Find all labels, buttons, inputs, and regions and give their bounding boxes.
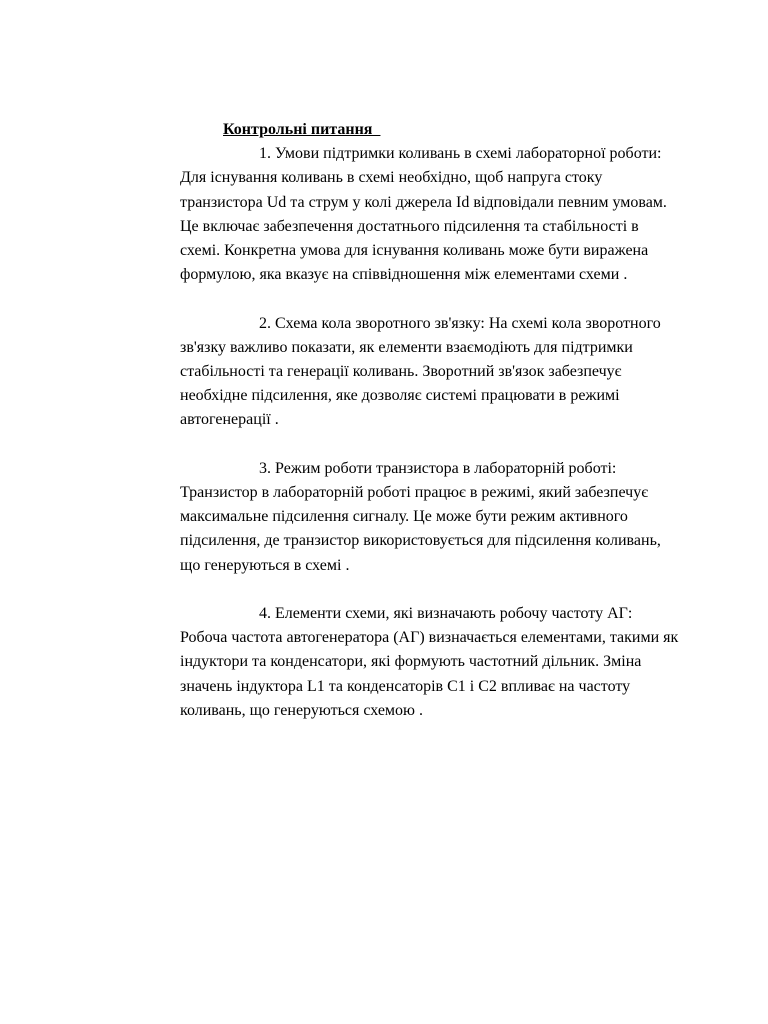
question-4: 4. Елементи схеми, які визначають робочу частоту АГ: Робоча частота автогенератора (АГ) визначається елементами, такими як індуктори та конденсатори, які формують частотний дільник. Зміна значень індуктора L1 та конденсаторів C1 і C2 впливає на частоту коливань, що генеруються схемою . bbox=[180, 605, 679, 719]
document-body bbox=[180, 118, 680, 723]
section-heading: Контрольні питання bbox=[223, 121, 381, 138]
question-3: 3. Режим роботи транзистора в лабораторній роботі: Транзистор в лабораторній роботі працює в режимі, який забезпечує максимальне підсилення сигналу. Це може бути режим активного підсилення, де транзистор використовується для підсилення коливань, що генеруються в схемі . bbox=[180, 459, 661, 574]
question-2: 2. Схема кола зворотного зв'язку: На схемі кола зворотного зв'язку важливо показати, як елементи взаємодіють для підтримки стабільності та генерації коливань. Зворотний зв'язок забезпечує необхідне підсилення, яке дозволяє системі працювати в режимі автогенерації . bbox=[180, 314, 661, 429]
paragraph-spacer bbox=[180, 287, 680, 311]
question-1: 1. Умови підтримки коливань в схемі лабораторної роботи: Для існування коливань в схемі необхідно, щоб напруга стоку транзистора Ud та струм у колі джерела Id відповідали певним умовам. Це включає забезпечення достатнього підсилення та стабільності в схемі. Конкретна умова для існування коливань може бути виражена формулою, яка вказує на співвідношення між елементами схеми . bbox=[180, 145, 667, 284]
paragraph-spacer bbox=[180, 433, 680, 457]
paragraph-spacer bbox=[180, 578, 680, 602]
